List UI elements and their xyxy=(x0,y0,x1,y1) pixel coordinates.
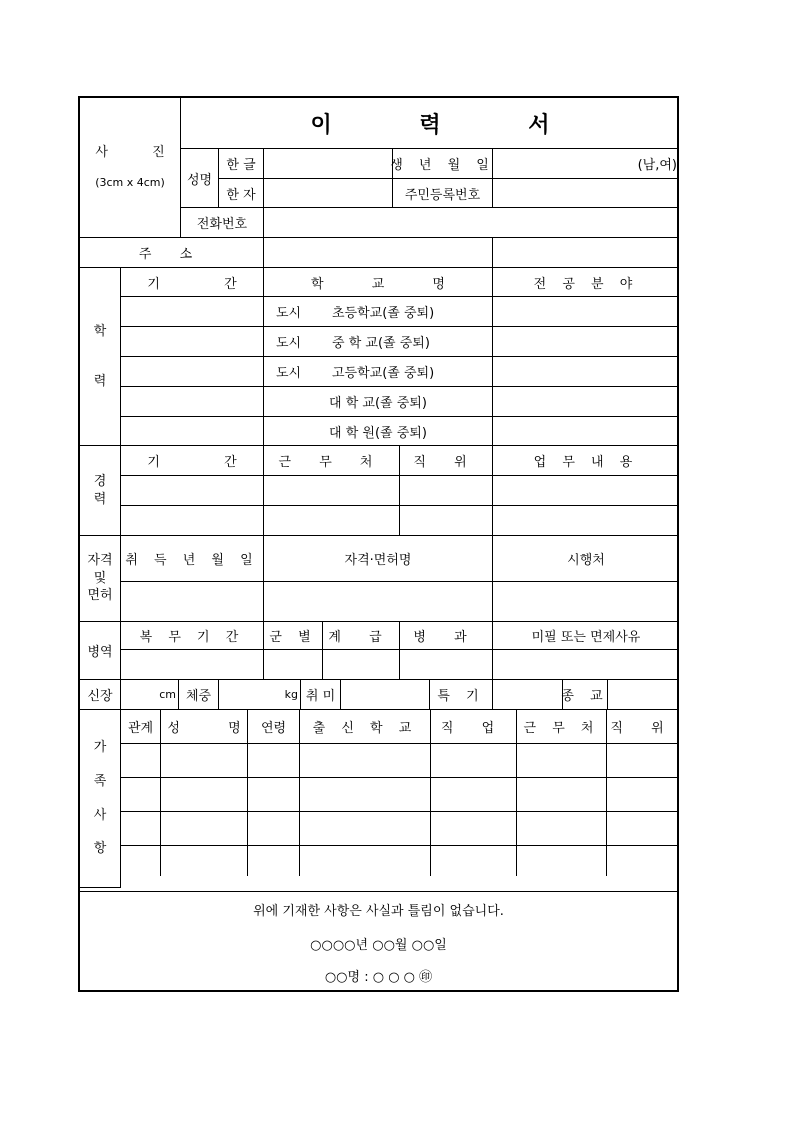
education-major-field[interactable] xyxy=(493,297,679,327)
education-major-field[interactable] xyxy=(493,387,679,417)
education-major-field[interactable] xyxy=(493,357,679,387)
license-issuer-field[interactable] xyxy=(493,582,679,622)
family-field[interactable] xyxy=(431,846,517,876)
education-major-field[interactable] xyxy=(493,417,679,446)
page-title: 이 력 서 xyxy=(181,98,679,149)
height-field[interactable]: cm xyxy=(121,680,179,710)
education-period-field[interactable] xyxy=(121,297,264,327)
resident-id-label: 주민등록번호 xyxy=(393,179,493,208)
hobby-field[interactable] xyxy=(341,680,430,710)
family-school-header: 출 신 학 교 xyxy=(300,710,431,744)
family-field[interactable] xyxy=(300,778,431,812)
family-field[interactable] xyxy=(121,846,161,876)
family-age-header: 연령 xyxy=(248,710,300,744)
family-field[interactable] xyxy=(607,812,679,846)
career-duty-header: 업 무 내 용 xyxy=(493,446,679,476)
career-duty-field[interactable] xyxy=(493,476,679,506)
military-specialty-field[interactable] xyxy=(400,650,493,680)
family-field[interactable] xyxy=(248,744,300,778)
statement: 위에 기재한 사항은 사실과 틀림이 없습니다. xyxy=(253,904,504,919)
photo-box xyxy=(80,98,185,238)
family-job-header: 직 업 xyxy=(431,710,517,744)
height-label: 신장 xyxy=(80,680,121,710)
career-section-label: 경 력 xyxy=(80,446,121,536)
birth-label: 생 년 월 일 xyxy=(393,149,493,179)
license-section-label: 자격 및 면허 xyxy=(80,536,121,622)
family-field[interactable] xyxy=(248,778,300,812)
family-field[interactable] xyxy=(517,846,607,876)
family-field[interactable] xyxy=(121,744,161,778)
resident-id-field[interactable] xyxy=(493,179,679,208)
education-major-header: 전 공 분 야 xyxy=(493,268,679,297)
gender-field[interactable]: (남,여) xyxy=(493,149,679,179)
career-period-field[interactable] xyxy=(121,476,264,506)
career-workplace-field[interactable] xyxy=(264,506,400,536)
address-extra-field[interactable] xyxy=(493,238,679,268)
education-school-field[interactable]: 대 학 원(졸 중퇴) xyxy=(264,417,493,446)
family-position-header: 직 위 xyxy=(607,710,679,744)
family-relation-header: 관계 xyxy=(121,710,161,744)
family-field[interactable] xyxy=(517,812,607,846)
military-rank-field[interactable] xyxy=(323,650,400,680)
address-field[interactable] xyxy=(264,238,493,268)
family-field[interactable] xyxy=(121,778,161,812)
license-name-field[interactable] xyxy=(264,582,493,622)
family-field[interactable] xyxy=(431,744,517,778)
education-school-header: 학 교 명 xyxy=(264,268,493,297)
career-position-field[interactable] xyxy=(400,506,493,536)
military-specialty-header: 병 과 xyxy=(400,622,493,650)
family-field[interactable] xyxy=(607,744,679,778)
special-field[interactable] xyxy=(493,680,563,710)
resume-form xyxy=(78,96,679,992)
phone-field[interactable] xyxy=(264,208,679,238)
education-period-field[interactable] xyxy=(121,417,264,446)
education-period-field[interactable] xyxy=(121,357,264,387)
career-duty-field[interactable] xyxy=(493,506,679,536)
military-exemption-header: 미필 또는 면제사유 xyxy=(493,622,679,650)
education-period-field[interactable] xyxy=(121,387,264,417)
education-school-field[interactable]: 도시 중 학 교(졸 중퇴) xyxy=(264,327,493,357)
family-field[interactable] xyxy=(431,778,517,812)
license-date-header: 취 득 년 월 일 xyxy=(121,536,264,582)
family-workplace-header: 근 무 처 xyxy=(517,710,607,744)
education-school-field[interactable]: 대 학 교(졸 중퇴) xyxy=(264,387,493,417)
family-field[interactable] xyxy=(161,846,248,876)
military-section-label: 병역 xyxy=(80,622,121,680)
license-issuer-header: 시행처 xyxy=(493,536,679,582)
military-branch-header: 군 별 xyxy=(264,622,323,650)
religion-label: 종 교 xyxy=(563,680,608,710)
military-branch-field[interactable] xyxy=(264,650,323,680)
special-label: 특 기 xyxy=(430,680,493,710)
military-period-field[interactable] xyxy=(121,650,264,680)
military-rank-header: 계 급 xyxy=(323,622,400,650)
family-field[interactable] xyxy=(248,812,300,846)
date-line: ○○○○년 ○○월 ○○일 xyxy=(310,938,447,953)
family-field[interactable] xyxy=(517,744,607,778)
military-exemption-field[interactable] xyxy=(493,650,679,680)
name-hanja-label: 한 자 xyxy=(219,179,264,208)
family-field[interactable] xyxy=(517,778,607,812)
education-period-header: 기 간 xyxy=(121,268,264,297)
career-period-field[interactable] xyxy=(121,506,264,536)
name-hangul-label: 한 글 xyxy=(219,149,264,179)
education-school-field[interactable]: 도시 초등학교(졸 중퇴) xyxy=(264,297,493,327)
family-field[interactable] xyxy=(300,846,431,876)
family-field[interactable] xyxy=(161,812,248,846)
family-field[interactable] xyxy=(161,744,248,778)
family-field[interactable] xyxy=(300,812,431,846)
career-workplace-field[interactable] xyxy=(264,476,400,506)
name-hanja-field[interactable] xyxy=(264,179,393,208)
military-period-header: 복 무 기 간 xyxy=(121,622,264,650)
weight-label: 체중 xyxy=(179,680,219,710)
education-section-label: 학 력 xyxy=(80,268,121,446)
photo-size: (3cm x 4cm) xyxy=(95,175,165,189)
family-field[interactable] xyxy=(300,744,431,778)
family-field[interactable] xyxy=(121,812,161,846)
address-label: 주 소 xyxy=(80,238,264,268)
education-school-field[interactable]: 도시 고등학교(졸 중퇴) xyxy=(264,357,493,387)
license-date-field[interactable] xyxy=(121,582,264,622)
career-workplace-header: 근 무 처 xyxy=(264,446,400,476)
education-period-field[interactable] xyxy=(121,327,264,357)
family-name-header: 성 명 xyxy=(161,710,248,744)
weight-field[interactable]: kg xyxy=(219,680,301,710)
religion-field[interactable] xyxy=(608,680,679,710)
career-position-field[interactable] xyxy=(400,476,493,506)
phone-label: 전화번호 xyxy=(181,208,264,238)
career-position-header: 직 위 xyxy=(400,446,493,476)
name-hangul-field[interactable] xyxy=(264,149,393,179)
education-major-field[interactable] xyxy=(493,327,679,357)
photo-label: 사 진 xyxy=(95,145,185,161)
family-field[interactable] xyxy=(431,812,517,846)
family-section-label: 가 족 사 항 xyxy=(80,710,121,888)
family-field[interactable] xyxy=(161,778,248,812)
hobby-label: 취 미 xyxy=(301,680,341,710)
family-field[interactable] xyxy=(607,778,679,812)
career-period-header: 기 간 xyxy=(121,446,264,476)
family-field[interactable] xyxy=(248,846,300,876)
license-name-header: 자격·면허명 xyxy=(264,536,493,582)
family-field[interactable] xyxy=(607,846,679,876)
divider xyxy=(80,891,677,892)
signature-line[interactable]: ○○명 : ○ ○ ○ ㊞ xyxy=(324,970,433,985)
name-label: 성명 xyxy=(181,149,219,208)
